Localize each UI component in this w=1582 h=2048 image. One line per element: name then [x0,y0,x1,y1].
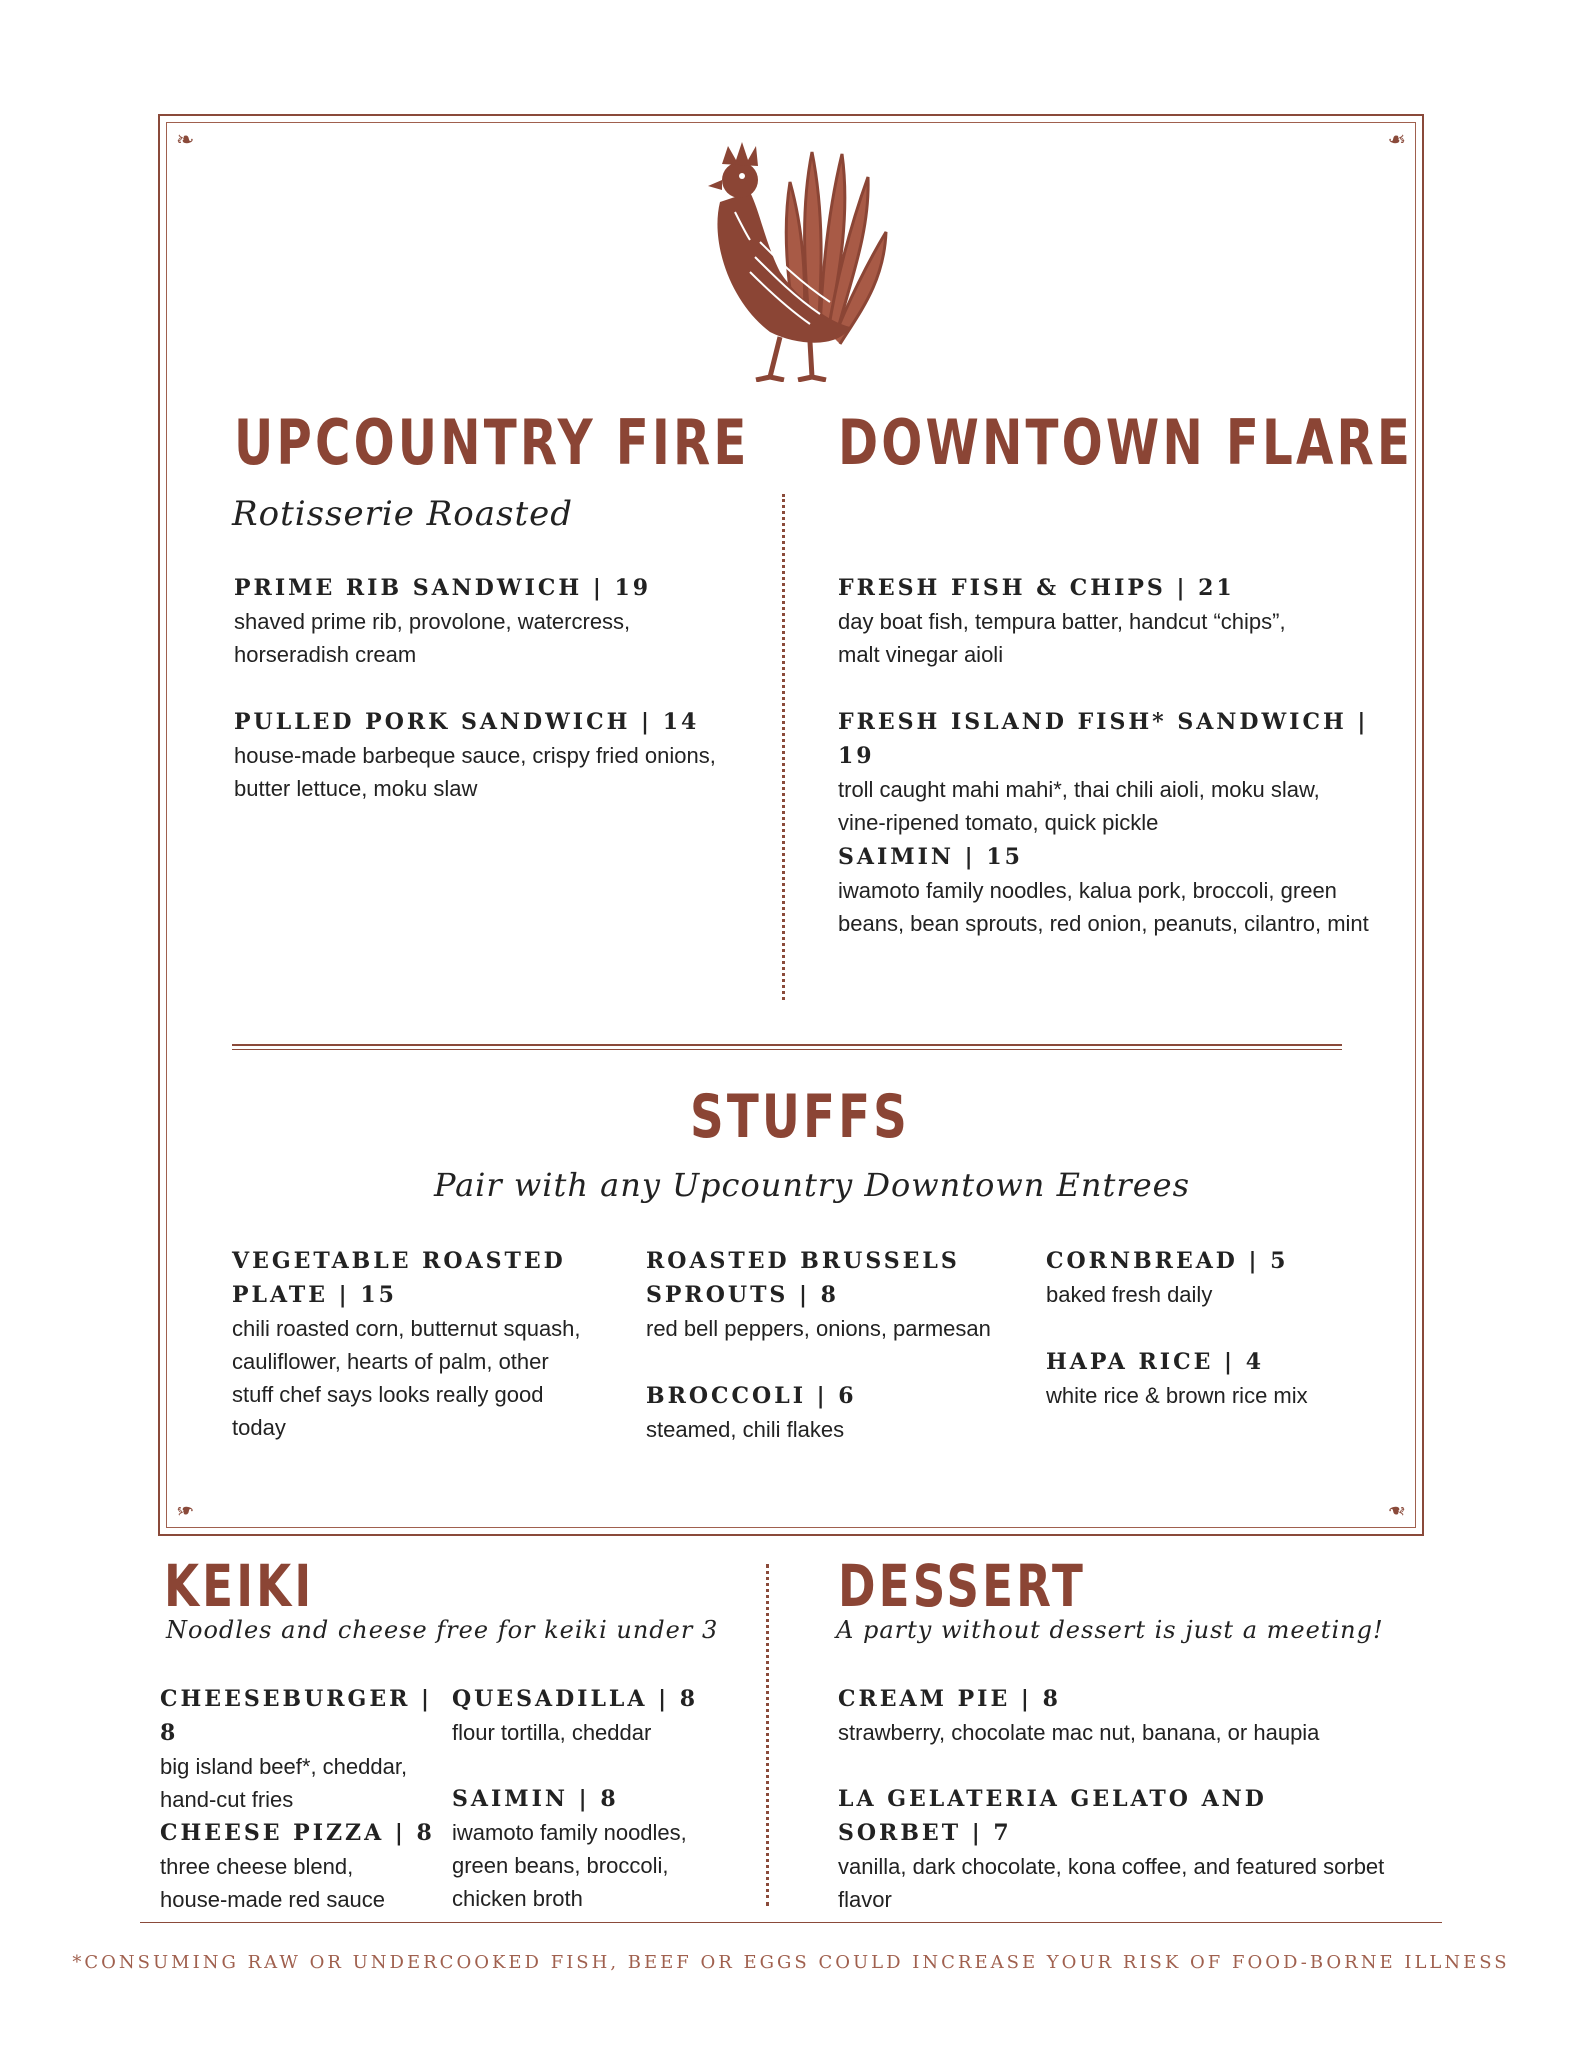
menu-item [232,1244,612,1444]
item-desc: iwamoto family noodles, kalua pork, broccoli, green [838,878,1337,903]
item-desc: day boat fish, tempura batter, handcut “chips”, [838,609,1286,634]
rooster-icon [700,132,890,382]
item-desc: red bell peppers, onions, parmesan [646,1316,991,1341]
footer-divider [140,1922,1442,1923]
item-desc: house-made barbeque sauce, crispy fried onions, [234,743,716,768]
item-title: LA GELATERIA GELATO AND SORBET | 7 [838,1786,1267,1846]
item-title: SAIMIN | 15 [838,844,1023,870]
corner-ornament-icon: ❧ [176,1497,195,1522]
item-desc: vanilla, dark chocolate, kona coffee, and featured sorbet [838,1854,1385,1879]
menu-item [234,705,794,805]
item-desc: horseradish cream [234,642,417,667]
item-title: SPROUTS | 8 [646,1282,839,1308]
item-title: HAPA RICE | 4 [1046,1349,1265,1375]
item-desc: stuff chef says looks really good [232,1382,544,1407]
item-desc: today [232,1415,286,1440]
item-desc: shaved prime rib, provolone, watercress, [234,609,631,634]
item-desc: strawberry, chocolate mac nut, banana, or haupia [838,1720,1320,1745]
section-title-upcountry: UPCOUNTRY FIRE [234,406,750,479]
menu-item [160,1682,450,1816]
food-safety-disclaimer: *CONSUMING RAW OR UNDERCOOKED FISH, BEEF OR EGGS COULD INCREASE YOUR RISK OF FOOD-BORNE ILLNESS [72,1952,1510,1973]
item-desc: three cheese blend, [160,1854,354,1879]
item-title: ROASTED BRUSSELS [646,1248,960,1274]
menu-item [838,705,1398,839]
item-desc: cauliflower, hearts of palm, other [232,1349,549,1374]
menu-item [838,571,1398,671]
section-title-keiki: KEIKI [164,1552,315,1620]
item-desc: malt vinegar aioli [838,642,1004,667]
menu-item [452,1782,752,1915]
item-desc: vine-ripened tomato, quick pickle [838,810,1159,835]
menu-item [838,1682,1398,1749]
menu-item [1046,1345,1386,1412]
section-title-dessert: DESSERT [838,1552,1087,1620]
item-title: QUESADILLA | 8 [452,1686,699,1712]
item-desc: white rice & brown rice mix [1046,1383,1308,1408]
item-title: SAIMIN | 8 [452,1786,619,1812]
column-divider [782,494,785,1000]
item-title: PULLED PORK SANDWICH | 14 [234,709,700,735]
menu-item [646,1244,1026,1345]
item-title: CHEESEBURGER | 8 [160,1686,433,1746]
item-title: CHEESE PIZZA | 8 [160,1820,435,1846]
section-divider [232,1049,1342,1050]
item-desc: beans, bean sprouts, red onion, peanuts, cilantro, mint [838,911,1369,936]
item-desc: baked fresh daily [1046,1282,1213,1307]
item-desc: chili roasted corn, butternut squash, [232,1316,581,1341]
item-desc: flavor [838,1887,892,1912]
item-desc: butter lettuce, moku slaw [234,776,478,801]
corner-ornament-icon: ❧ [176,128,195,153]
item-desc: troll caught mahi mahi*, thai chili aioli, moku slaw, [838,777,1320,802]
section-subtitle-stuffs: Pair with any Upcountry Downtown Entrees [434,1166,1190,1204]
item-desc: steamed, chili flakes [646,1417,845,1442]
menu-item [234,571,754,671]
menu-item [838,1782,1398,1916]
item-desc: house-made red sauce [160,1887,386,1912]
item-desc: big island beef*, cheddar, [160,1754,408,1779]
item-desc: chicken broth [452,1886,583,1911]
section-subtitle-keiki: Noodles and cheese free for keiki under 3 [166,1616,719,1644]
menu-item [452,1682,752,1749]
corner-ornament-icon: ❧ [1387,128,1406,153]
section-subtitle-upcountry: Rotisserie Roasted [232,494,574,534]
item-title: FRESH FISH & CHIPS | 21 [838,575,1235,601]
section-title-stuffs: STUFFS [690,1082,910,1152]
item-title: VEGETABLE ROASTED [232,1248,566,1274]
item-title: CREAM PIE | 8 [838,1686,1061,1712]
menu-item [1046,1244,1386,1311]
item-title: PLATE | 15 [232,1282,397,1308]
section-title-downtown: DOWNTOWN FLARE [838,406,1414,479]
section-subtitle-dessert: A party without dessert is just a meeting! [836,1616,1384,1644]
item-desc: iwamoto family noodles, [452,1820,687,1845]
item-title: CORNBREAD | 5 [1046,1248,1289,1274]
item-title: PRIME RIB SANDWICH | 19 [234,575,652,601]
menu-item [838,840,1398,940]
column-divider [766,1564,769,1906]
item-desc: flour tortilla, cheddar [452,1720,652,1745]
corner-ornament-icon: ❧ [1387,1497,1406,1522]
item-desc: green beans, broccoli, [452,1853,669,1878]
item-desc: hand-cut fries [160,1787,294,1812]
menu-item [160,1816,450,1916]
section-divider [232,1044,1342,1046]
item-title: FRESH ISLAND FISH* SANDWICH | 19 [838,709,1369,769]
item-title: BROCCOLI | 6 [646,1383,857,1409]
menu-item [646,1379,1026,1446]
